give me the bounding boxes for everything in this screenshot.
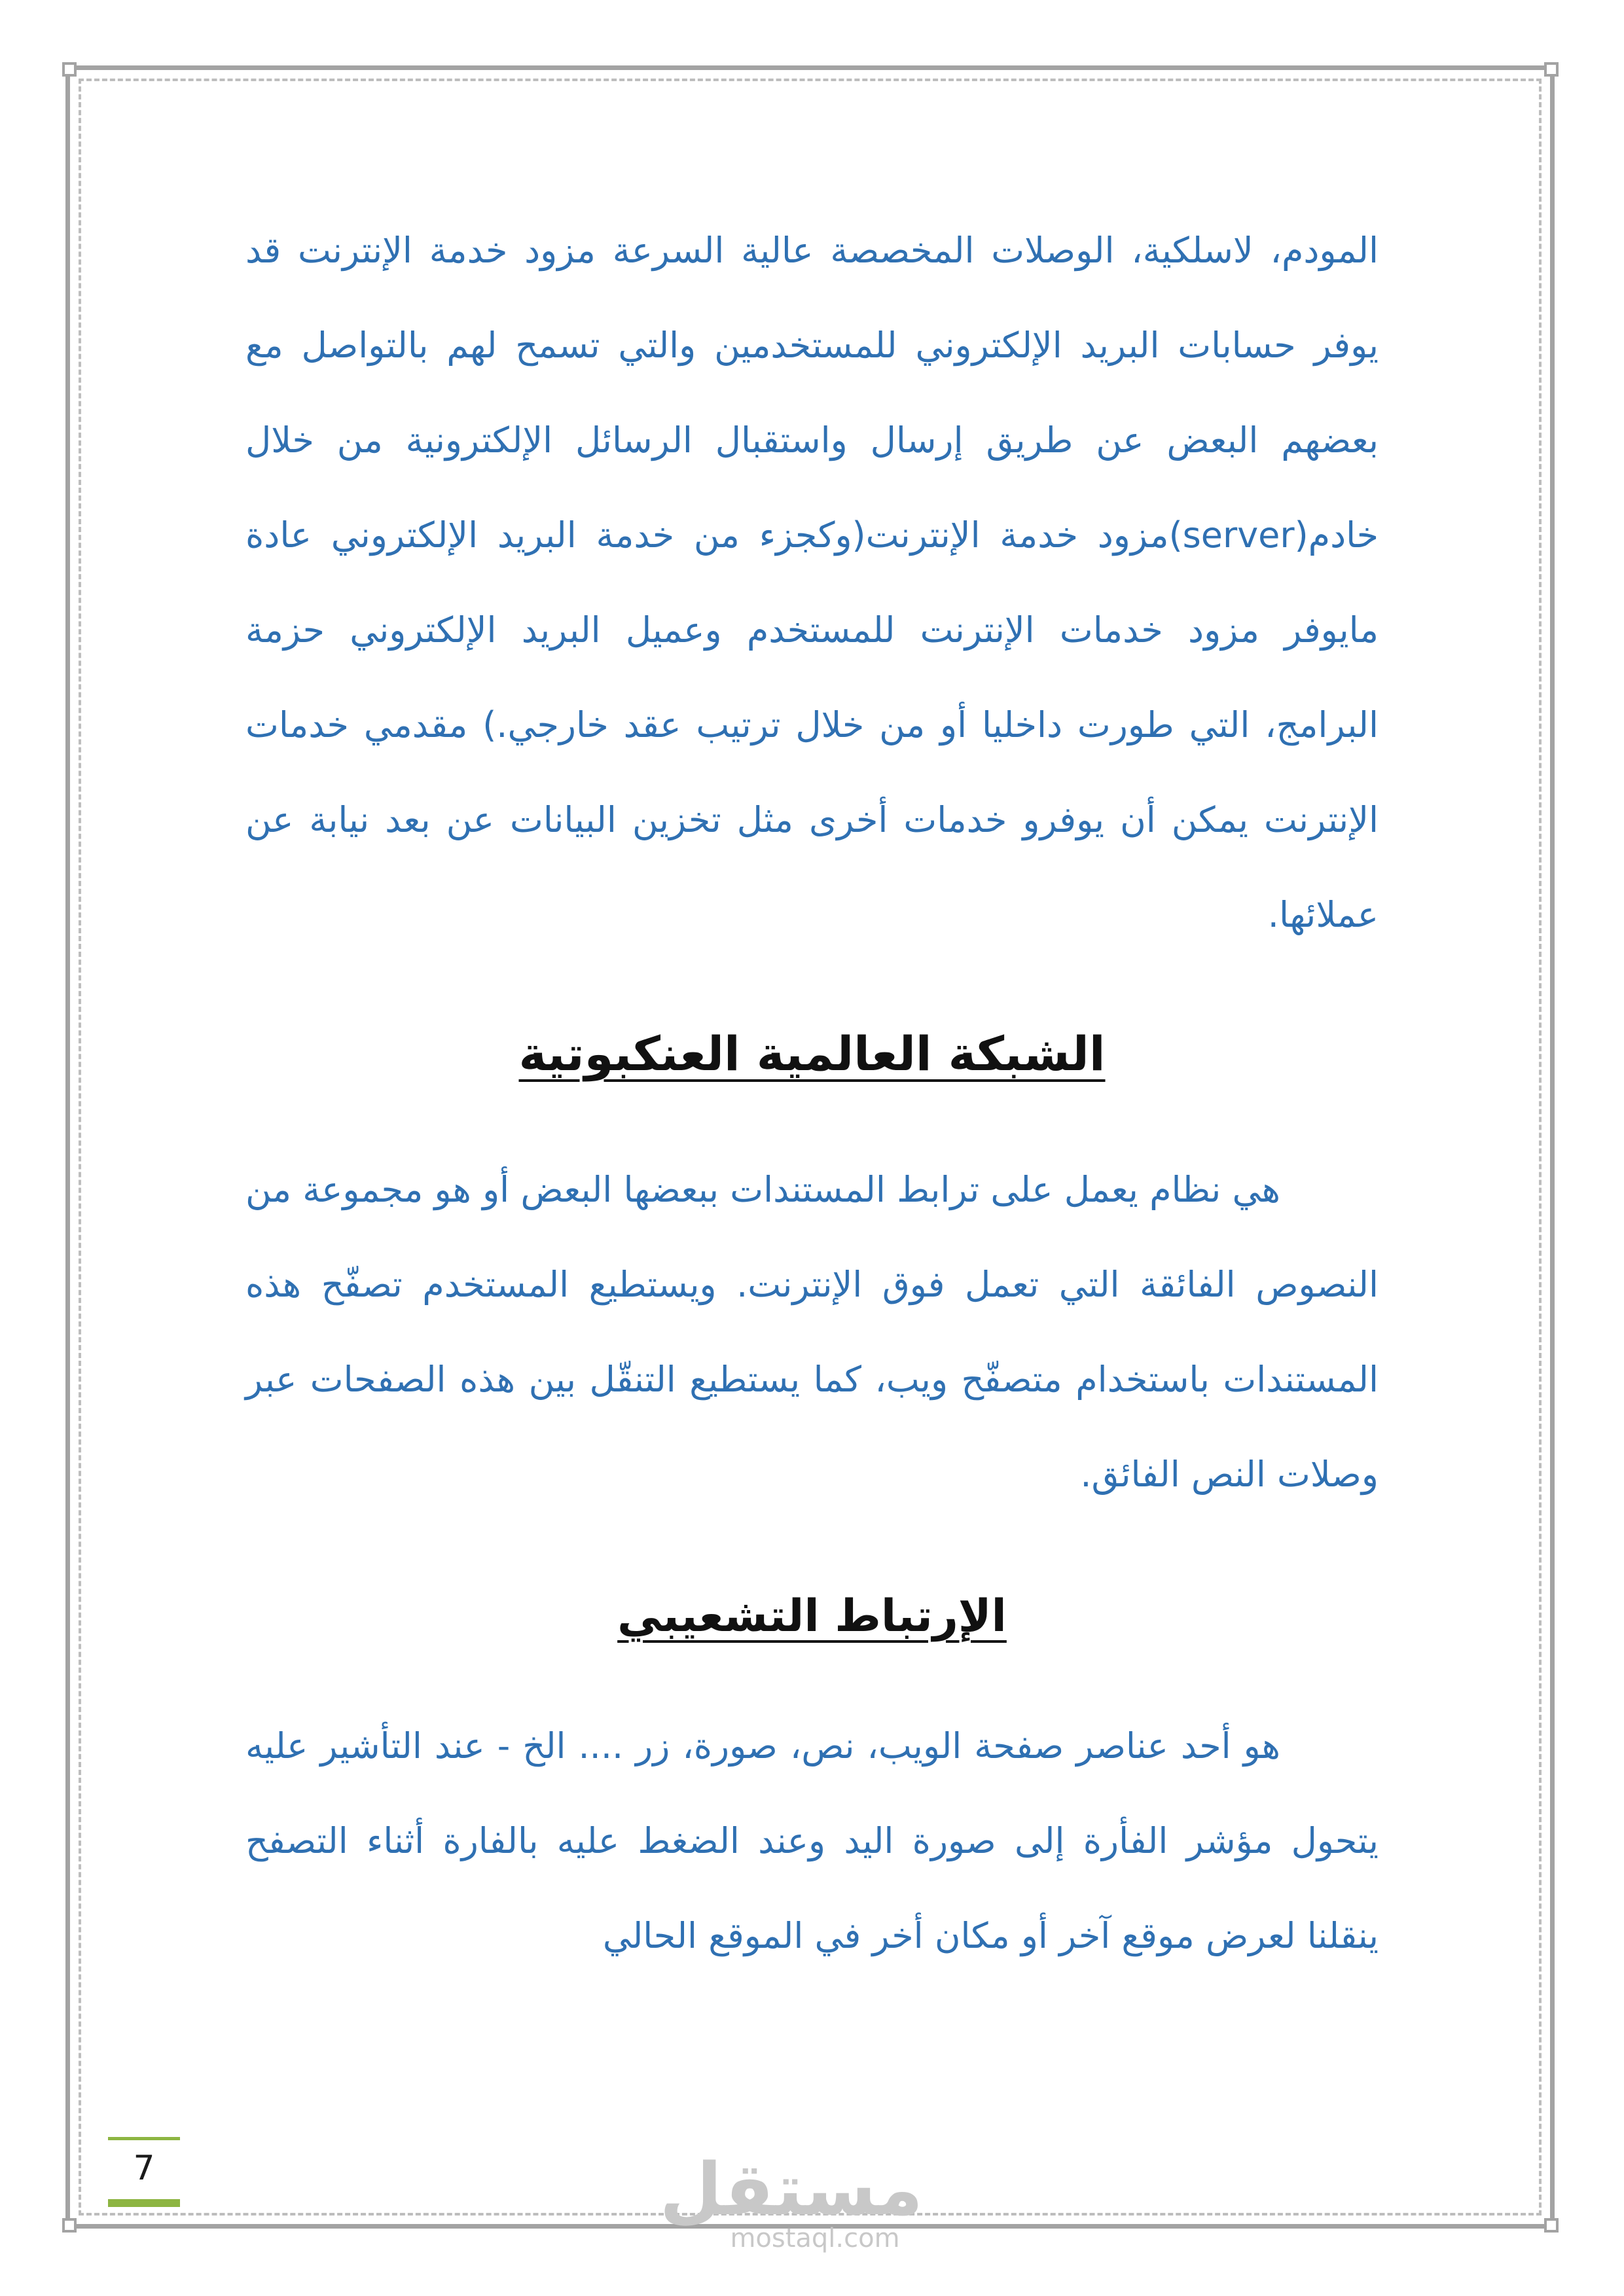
section-heading-world-wide-web: الشبكة العالمية العنكبوتية [518, 1026, 1106, 1081]
page-number-bottom-rule [108, 2199, 180, 2207]
section-heading-hyperlink: الإرتباط التشعيبي [617, 1590, 1007, 1642]
www-paragraph: هي نظام يعمل على ترابط المستندات ببعضها البعض أو هو مجموعة من النصوص الفائقة التي تعمل فوق الإنترنت. ويستطيع المستخدم تصفّح هذه المستندات باستخدام متصفّح ويب، كما يستطيع التنقّل بين هذه الصفحات عبر وصلات النص الفائق. [245, 1169, 1379, 1495]
page-number: 7 [133, 2149, 155, 2188]
frame-corner-bottom-right [1544, 2218, 1559, 2233]
frame-corner-top-left [62, 62, 77, 77]
watermark [659, 2147, 923, 2253]
page-number-top-rule [108, 2137, 180, 2140]
hyperlink-paragraph: هو أحد عناصر صفحة الويب، نص، صورة، زر .... الخ - عند التأشير عليه يتحول مؤشر الفأرة إلى صورة اليد وعند الضغط عليه بالفارة أثناء التصفح ينقلنا لعرض موقع آخر أو مكان أخر في الموقع الحالي [245, 1725, 1379, 1956]
frame-corner-top-right [1544, 62, 1559, 77]
watermark-logo: مستقل [659, 2147, 923, 2231]
intro-paragraph: المودم، لاسلكية، الوصلات المخصصة عالية السرعة مزود خدمة الإنترنت قد يوفر حسابات البريد الإلكتروني للمستخدمين والتي تسمح لهم بالتواصل مع بعضهم البعض عن طريق إرسال واستقبال الرسائل الإلكترونية من خلال خادم(server)مزود خدمة الإنترنت(وكجزء من خدمة البريد الإلكتروني عادة مايوفر مزود خدمات الإنترنت للمستخدم وعميل البريد الإلكتروني حزمة البرامج، التي طورت داخليا أو من خلال ترتيب عقد خارجي.) مقدمي خدمات الإنترنت يمكن أن يوفرو خدمات أخرى مثل تخزين البيانات عن بعد نيابة عن عملائها. [245, 230, 1379, 935]
document-body [245, 203, 1379, 1983]
page-number-block [108, 2137, 180, 2206]
frame-corner-bottom-left [62, 2218, 77, 2233]
watermark-url: mostaql.com [730, 2223, 900, 2253]
